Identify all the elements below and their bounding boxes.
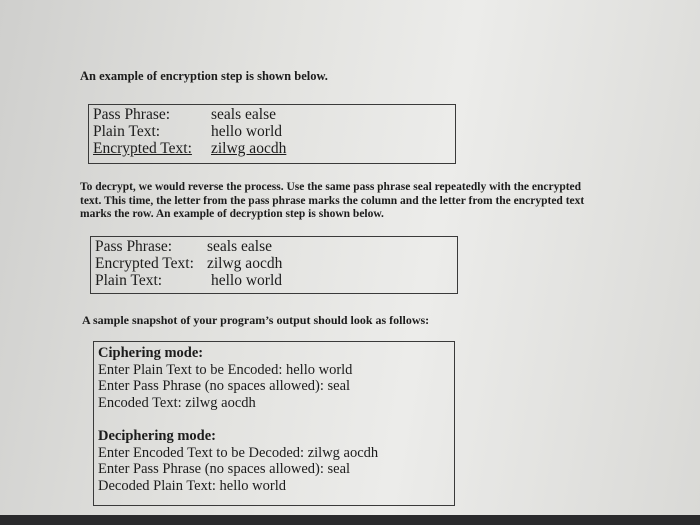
ciphering-line-2: Enter Pass Phrase (no spaces allowed): seal (98, 378, 351, 394)
ciphering-line-3: Encoded Text: zilwg aocdh (98, 394, 256, 411)
deciphering-header: Deciphering mode: (98, 428, 216, 444)
encrypt-label-pass-phrase: Pass Phrase: (93, 106, 171, 123)
monitor-bezel (0, 515, 700, 525)
deciphering-line-3: Decoded Plain Text: hello world (98, 477, 286, 494)
decrypt-paragraph (80, 181, 670, 222)
decrypt-label-encrypted-text: Encrypted Text: (95, 255, 194, 272)
encrypt-row-plain-text (93, 123, 451, 140)
decrypt-row-encrypted-text (95, 255, 453, 272)
sample-intro-text: A sample snapshot of your program’s output should look as follows: (82, 313, 430, 327)
encrypt-value-pass-phrase: seals ealse (211, 106, 276, 123)
section-spacer (98, 411, 450, 428)
decrypt-paragraph-line-1: To decrypt, we would reverse the process. Use the same pass phrase seal repeatedly with the encrypted (80, 181, 582, 193)
intro-text: An example of encryption step is shown below. (80, 69, 328, 83)
encryption-example-box (88, 104, 456, 164)
deciphering-line-2: Enter Pass Phrase (no spaces allowed): seal (98, 461, 351, 477)
decrypt-paragraph-line-3: marks the row. An example of decryption step is shown below. (80, 208, 384, 220)
encrypt-row-encrypted-text (93, 140, 451, 157)
decryption-example-box (90, 236, 458, 294)
encrypt-label-plain-text: Plain Text: (93, 123, 161, 140)
decrypt-row-pass-phrase (95, 238, 453, 255)
decrypt-label-plain-text: Plain Text: (95, 272, 163, 289)
decrypt-value-encrypted-text: zilwg aocdh (207, 255, 283, 272)
decrypt-value-plain-text: hello world (211, 272, 283, 289)
encrypt-value-encrypted-text: zilwg aocdh (211, 140, 287, 157)
encrypt-row-pass-phrase (93, 106, 451, 123)
decrypt-label-pass-phrase: Pass Phrase: (95, 238, 173, 255)
ciphering-header: Ciphering mode: (98, 345, 204, 361)
output-sample-box (93, 341, 455, 506)
decrypt-value-pass-phrase: seals ealse (207, 238, 272, 255)
decrypt-row-plain-text (95, 272, 453, 289)
encrypt-label-encrypted-text: Encrypted Text: (93, 140, 192, 157)
ciphering-line-1: Enter Plain Text to be Encoded: hello world (98, 361, 353, 378)
encrypt-value-plain-text: hello world (211, 123, 283, 140)
deciphering-line-1: Enter Encoded Text to be Decoded: zilwg aocdh (98, 444, 379, 461)
decrypt-paragraph-line-2: text. This time, the letter from the pass phrase marks the column and the letter from the encrypted text (80, 194, 585, 207)
